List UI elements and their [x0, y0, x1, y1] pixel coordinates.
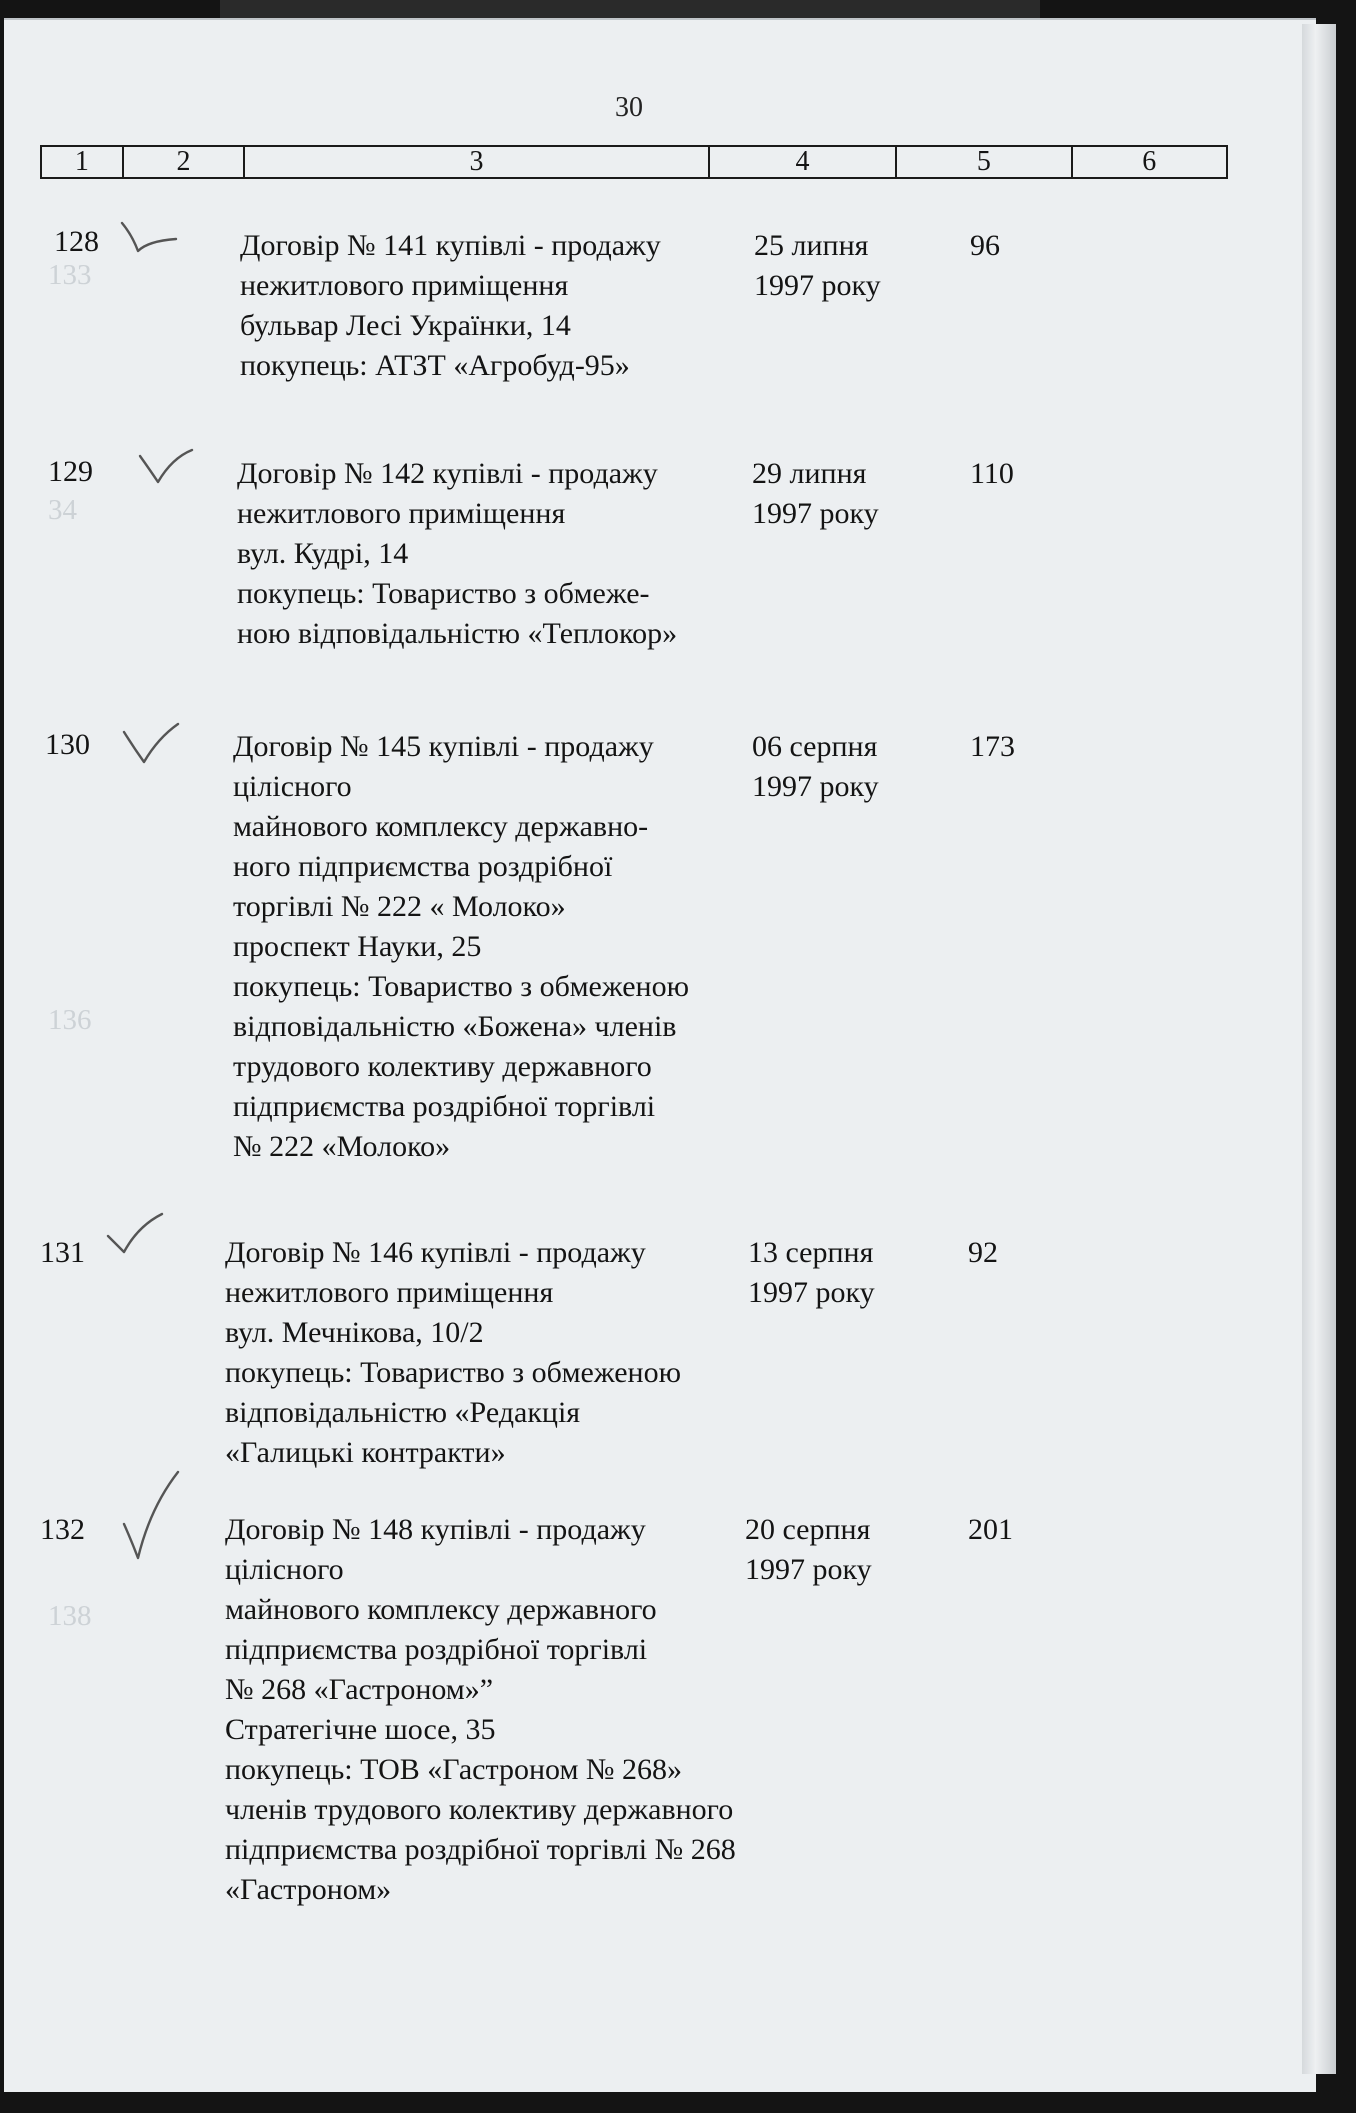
row-number: 129 — [48, 455, 93, 488]
page-stack-edge — [1302, 24, 1336, 2074]
column-header: 3 — [245, 147, 709, 177]
row-page: 96 — [970, 229, 1000, 262]
bleed-through: 136 — [48, 1004, 92, 1036]
row-description: Договір № 145 купівлі - продажу цілісного майнового комплексу державно- ного підприємства роздрібної торгівлі № 222 « Молоко» проспект Науки, 25 покупець: Товариство з обмеженою відповідальністю «Божена» членів трудового колективу державного підприємства роздрібної торгівлі № 222 «Молоко» — [233, 730, 689, 1163]
bleed-through: 133 — [48, 259, 92, 291]
column-header-row — [40, 145, 1228, 179]
row-date: 20 серпня 1997 року — [745, 1513, 872, 1586]
row-date: 06 серпня 1997 року — [752, 730, 879, 803]
row-date: 25 липня 1997 року — [754, 229, 881, 302]
row-description: Договір № 148 купівлі - продажу цілісного майнового комплексу державного підприємства роздрібної торгівлі № 268 «Гастроном»” Стратегічне шосе, 35 покупець: ТОВ «Гастроном № 268» членів трудового колективу державного підприємства роздрібної торгівлі № 268 «Гастроном» — [225, 1513, 736, 1906]
row-page: 92 — [968, 1236, 998, 1269]
column-header: 1 — [42, 147, 124, 177]
row-number: 128 — [54, 225, 99, 258]
page-number: 30 — [615, 92, 643, 123]
row-date: 29 липня 1997 року — [752, 457, 879, 530]
row-description: Договір № 146 купівлі - продажу нежитлового приміщення вул. Мечнікова, 10/2 покупець: Товариство з обмеженою відповідальністю «Редакція «Галицькі контракти» — [225, 1236, 681, 1469]
row-number: 131 — [40, 1236, 85, 1269]
checkmark-icon — [118, 215, 180, 259]
bleed-through: 138 — [48, 1600, 92, 1632]
row-page: 110 — [970, 457, 1014, 490]
row-number: 132 — [40, 1513, 85, 1546]
row-date: 13 серпня 1997 року — [748, 1236, 875, 1309]
column-header: 4 — [710, 147, 897, 177]
checkmark-icon — [136, 444, 196, 488]
row-page: 173 — [970, 730, 1015, 763]
column-header: 2 — [124, 147, 246, 177]
row-page: 201 — [968, 1513, 1013, 1546]
column-header: 6 — [1142, 146, 1157, 177]
row-description: Договір № 142 купівлі - продажу нежитлового приміщення вул. Кудрі, 14 покупець: Товариство з обмеже- ною відповідальністю «Теплокор» — [237, 457, 678, 650]
row-number: 130 — [45, 728, 90, 761]
bleed-through: 34 — [48, 494, 77, 526]
checkmark-icon — [120, 718, 182, 768]
checkmark-icon — [118, 1468, 184, 1564]
checkmark-icon — [104, 1210, 166, 1260]
column-header: 5 — [897, 147, 1072, 177]
row-description: Договір № 141 купівлі - продажу нежитлового приміщення бульвар Лесі Українки, 14 покупець: АТЗТ «Агробуд-95» — [240, 229, 661, 382]
